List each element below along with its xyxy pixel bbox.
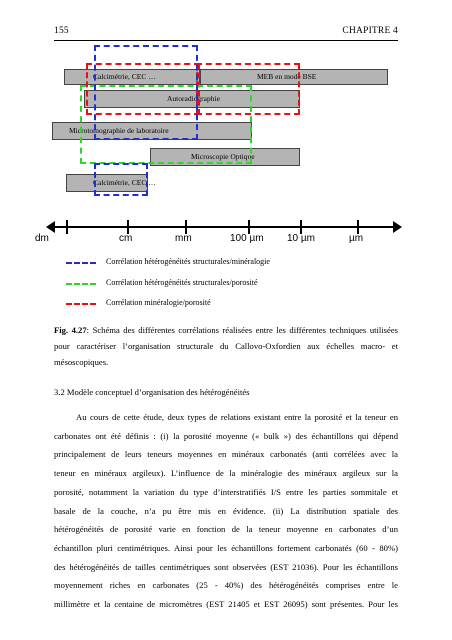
blue-dash-box-top: [94, 45, 198, 140]
paragraph-line: Au cours de cette étude, deux types de relations existant entre la porosité et la teneur en: [76, 412, 398, 422]
legend-line-blue: [66, 262, 96, 264]
legend-line-green: [66, 283, 96, 285]
scale-label-cm: cm: [119, 233, 133, 244]
paragraph-line: des hétérogénéités de tailles centimétriques sont observées (EST 21036). Pour les échantillons: [54, 561, 398, 572]
scale-axis: [52, 226, 396, 228]
axis-tick: [66, 220, 68, 234]
bar-label: Microtomographie de laboratoire: [69, 126, 169, 136]
paragraph-line: basale de la couche, n’a pu être mis en évidence. (ii) La distribution spatiale des: [54, 505, 398, 516]
axis-tick: [357, 220, 359, 234]
paragraph-line: moyennement riches en carbonates (25 - 40%) des hétérogénéités comprises entre le: [54, 580, 398, 591]
page-number: 155: [54, 26, 69, 36]
axis-arrow-left: [46, 221, 55, 233]
scale-label-dm: dm: [35, 233, 49, 244]
axis-arrow-right: [393, 221, 402, 233]
axis-tick: [127, 220, 129, 234]
figure-caption: [54, 322, 398, 370]
body-paragraph: [54, 408, 398, 614]
section-title: 3.2 Modèle conceptuel d’organisation des hétérogénéités: [54, 387, 250, 397]
bar-label: Microscopie Optique: [191, 152, 255, 162]
legend-label-blue: Corrélation hétérogénéités structurales/minéralogie: [106, 257, 270, 266]
bar-label: Autoradiographie: [167, 94, 220, 104]
paragraph-line: millimètre et la centaine de micromètres (EST 21405 et EST 26095) sont présentes. Pour les: [54, 599, 398, 610]
axis-tick: [185, 220, 187, 234]
paragraph-line: principalement de leurs teneurs moyennes en minéraux carbonatés (anti corrélées avec la: [54, 449, 398, 460]
bar-label: MEB en mode BSE: [257, 72, 317, 82]
legend-label-green: Corrélation hétérogénéités structurales/porosité: [106, 278, 258, 287]
blue-dash-box-bottom: [94, 163, 148, 196]
legend-line-red: [66, 303, 96, 305]
caption-text: : Schéma des différentes corrélations réalisées entre les différentes techniques utilisées pour caractériser l’organisation structurale du Callovo-Oxfordien aux échelles macro- et mésoscopiques.: [54, 325, 398, 367]
caption-label: Fig. 4.27: [54, 325, 87, 335]
paragraph-line: carbonates ont été définis : (i) la porosité moyenne (« bulk ») des échantillons qui dépend: [54, 430, 398, 441]
scale-label-10um: 10 µm: [287, 233, 315, 244]
scale-label-um: µm: [349, 233, 364, 244]
axis-tick: [300, 220, 302, 234]
header-rule: [54, 40, 398, 41]
paragraph-line: teneur en minéraux argileux). L’influence de la minéralogie des minéraux argileux sur la: [54, 468, 398, 479]
legend-label-red: Corrélation minéralogie/porosité: [106, 298, 211, 307]
scale-label-100um: 100 µm: [230, 233, 264, 244]
chapter-title: CHAPITRE 4: [342, 26, 398, 36]
paragraph-line: hétérogénéités de porosité varie en fonction de la teneur moyenne en carbonates d’un: [54, 524, 398, 535]
bar-label: Calcimétrie, CEC …: [93, 178, 156, 188]
paragraph-line: échantillon pluri centimétriques. Ainsi pour les échantillons fortement carbonatés (60 - 80%): [54, 542, 398, 553]
scale-label-mm: mm: [175, 233, 192, 244]
paragraph-line: porosité, notamment la variation du type d’interstratifiés I/S entre les parties sommitale et: [54, 486, 398, 497]
axis-tick: [248, 220, 250, 234]
bar-label: Calcimétrie, CEC …: [93, 72, 156, 82]
